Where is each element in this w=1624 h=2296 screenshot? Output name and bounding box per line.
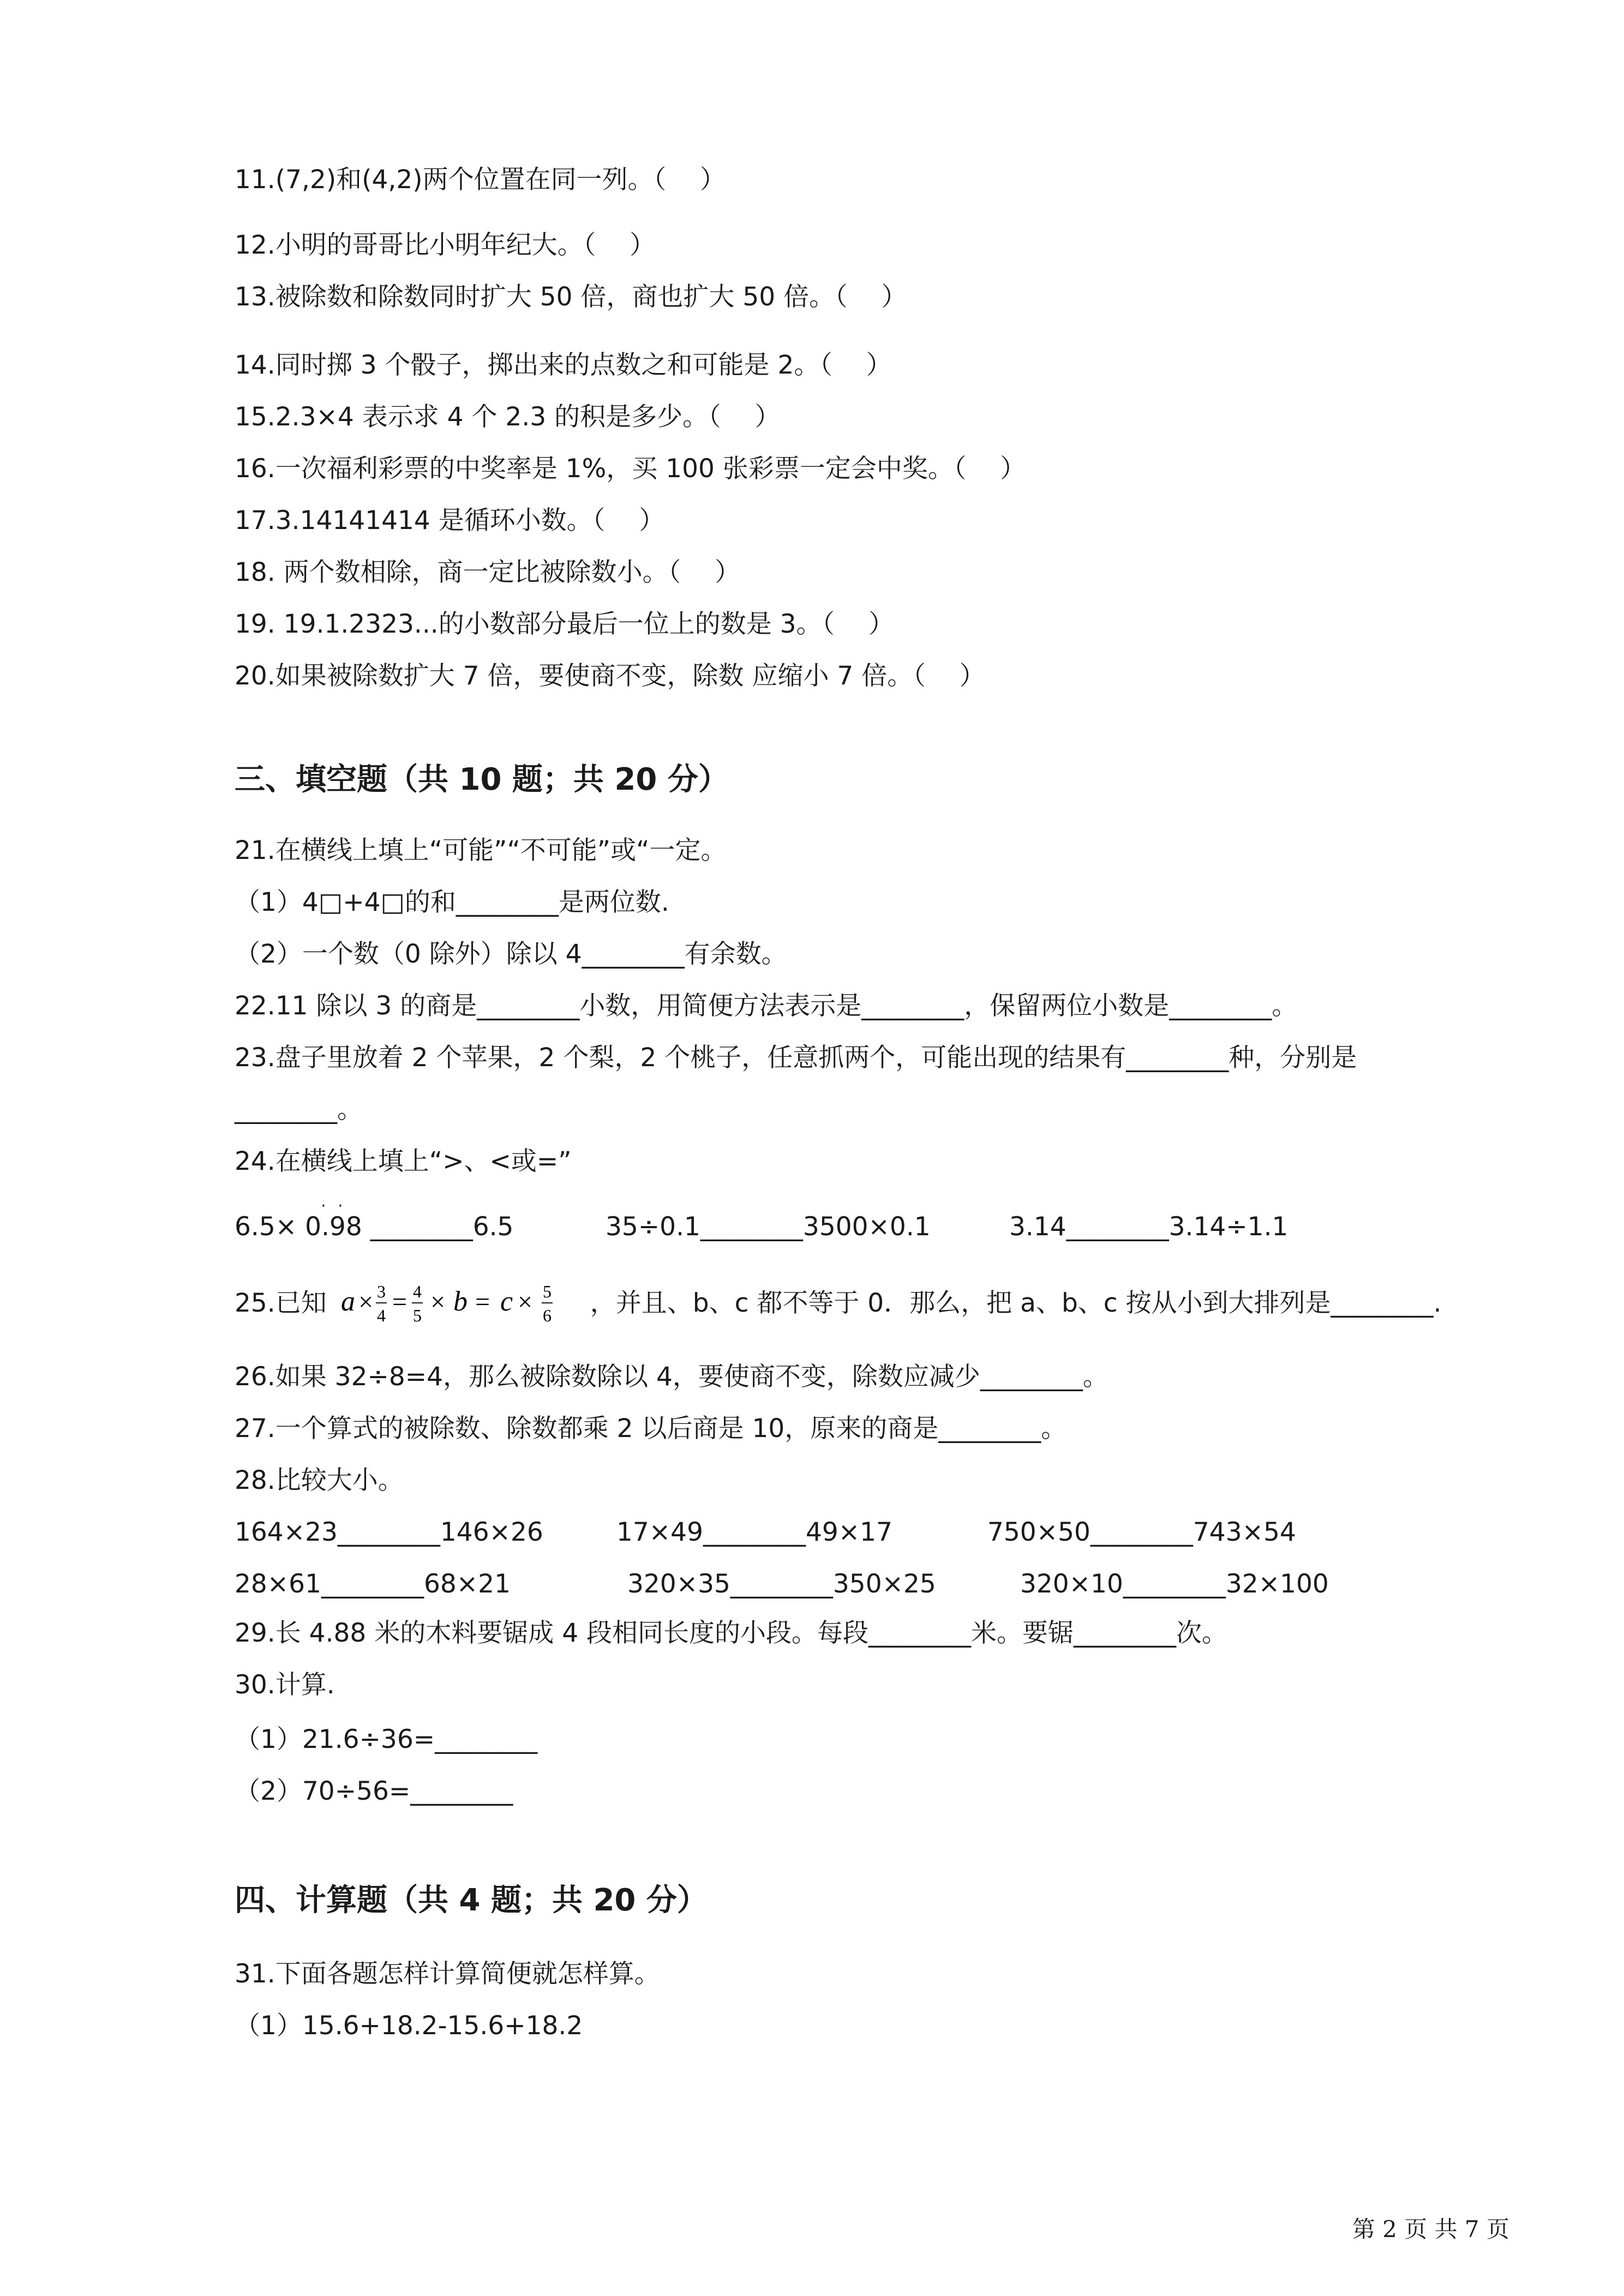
question-28-row-1 bbox=[235, 1516, 1296, 1549]
page-number: 第 2 页 共 7 页 bbox=[1352, 2216, 1509, 2243]
section-heading-fill-in: 三、填空题（共 10 题；共 20 分） bbox=[235, 762, 729, 797]
comparison-item: 164×23________146×26 bbox=[235, 1517, 543, 1547]
question-30-part-1: （1）21.6÷36=________ bbox=[235, 1724, 538, 1754]
question-22: 22.11 除以 3 的商是________小数，用简便方法表示是________，保留两位小数是________。 bbox=[235, 991, 1298, 1021]
frac-1-num: 3 bbox=[376, 1282, 386, 1301]
comparison-item: 28×61________68×21 bbox=[235, 1569, 511, 1599]
frac-3-den: 6 bbox=[542, 1306, 552, 1325]
repeating-decimal-value: 0.98 bbox=[305, 1212, 362, 1242]
repeating-dots: · · bbox=[321, 1197, 346, 1216]
comparison-item: 320×10________32×100 bbox=[1020, 1569, 1329, 1599]
comparison-3: 3.14________3.14÷1.1 bbox=[1009, 1212, 1289, 1242]
judgment-item: 15.2.3×4 表示求 4 个 2.3 的积是多少。（ ） bbox=[235, 402, 781, 432]
frac-1-den: 4 bbox=[376, 1306, 386, 1325]
question-26: 26.如果 32÷8=4，那么被除数除以 4，要使商不变，除数应减少________。 bbox=[235, 1362, 1108, 1392]
repeating-decimal bbox=[305, 1197, 362, 1243]
equals-sign: = bbox=[475, 1288, 490, 1317]
question-28-row-2 bbox=[235, 1568, 1329, 1601]
question-21-part-2: （2）一个数（0 除外）除以 4________有余数。 bbox=[235, 939, 787, 969]
question-25-equation bbox=[334, 1279, 583, 1328]
question-21: 21.在横线上填上“可能”“不可能”或“一定。 bbox=[235, 836, 727, 865]
var-a: a bbox=[340, 1286, 355, 1317]
comparison-item: 320×35________350×25 bbox=[627, 1569, 936, 1599]
question-23: 23.盘子里放着 2 个苹果，2 个梨，2 个桃子，任意抓两个，可能出现的结果有________种，分别是 bbox=[235, 1043, 1357, 1073]
question-30-part-2: （2）70÷56=________ bbox=[235, 1776, 513, 1806]
frac-2-den: 5 bbox=[412, 1306, 422, 1325]
times-sign: × bbox=[358, 1288, 373, 1317]
times-sign: × bbox=[517, 1288, 532, 1317]
question-30: 30.计算. bbox=[235, 1670, 335, 1700]
times-sign: × bbox=[430, 1288, 445, 1317]
question-25-prefix: 25.已知 bbox=[235, 1288, 327, 1318]
comparison-1-suffix: ________6.5 bbox=[370, 1212, 514, 1242]
question-23-continued: ________。 bbox=[235, 1095, 363, 1125]
section-heading-calculation: 四、计算题（共 4 题；共 20 分） bbox=[235, 1883, 708, 1918]
comparison-item: 17×49________49×17 bbox=[616, 1517, 892, 1547]
question-28: 28.比较大小。 bbox=[235, 1465, 404, 1495]
frac-2-num: 4 bbox=[412, 1282, 422, 1301]
var-b: b bbox=[453, 1286, 468, 1317]
question-27: 27.一个算式的被除数、除数都乘 2 以后商是 10，原来的商是________。 bbox=[235, 1414, 1067, 1444]
question-31-part-1: （1）15.6+18.2-15.6+18.2 bbox=[235, 2011, 583, 2041]
judgment-item: 13.被除数和除数同时扩大 50 倍，商也扩大 50 倍。（ ） bbox=[235, 282, 907, 312]
comparison-1-prefix: 6.5× bbox=[235, 1212, 297, 1242]
comparison-item: 750×50________743×54 bbox=[987, 1517, 1296, 1547]
question-31: 31.下面各题怎样计算简便就怎样算。 bbox=[235, 1959, 660, 1989]
question-25 bbox=[235, 1279, 1442, 1328]
var-c: c bbox=[500, 1286, 513, 1317]
question-25-suffix: ，并且、b、c 都不等于 0．那么，把 a、b、c 按从小到大排列是________. bbox=[590, 1288, 1442, 1318]
question-21-part-1: （1）4□+4□的和________是两位数. bbox=[235, 887, 669, 917]
judgment-item: 18. 两个数相除，商一定比被除数小。（ ） bbox=[235, 557, 741, 587]
comparison-1 bbox=[235, 1197, 606, 1243]
judgment-item: 14.同时掷 3 个骰子，掷出来的点数之和可能是 2。（ ） bbox=[235, 350, 892, 380]
question-24: 24.在横线上填上“>、<或=” bbox=[235, 1146, 572, 1176]
judgment-item: 12.小明的哥哥比小明年纪大。（ ） bbox=[235, 230, 656, 260]
judgment-item: 16.一次福利彩票的中奖率是 1%，买 100 张彩票一定会中奖。（ ） bbox=[235, 454, 1026, 484]
equals-sign: = bbox=[392, 1288, 407, 1317]
question-24-comparisons bbox=[235, 1197, 1289, 1243]
question-29: 29.长 4.88 米的木料要锯成 4 段相同长度的小段。每段________米。要锯________次。 bbox=[235, 1618, 1228, 1648]
judgment-item: 11.(7,2)和(4,2)两个位置在同一列。（ ） bbox=[235, 165, 726, 195]
judgment-item: 19. 19.1.2323...的小数部分最后一位上的数是 3。（ ） bbox=[235, 609, 894, 639]
judgment-item: 17.3.14141414 是循环小数。（ ） bbox=[235, 506, 665, 536]
comparison-2: 35÷0.1________3500×0.1 bbox=[606, 1212, 931, 1242]
frac-3-num: 5 bbox=[542, 1282, 552, 1301]
judgment-item: 20.如果被除数扩大 7 倍，要使商不变，除数 应缩小 7 倍。（ ） bbox=[235, 661, 985, 691]
